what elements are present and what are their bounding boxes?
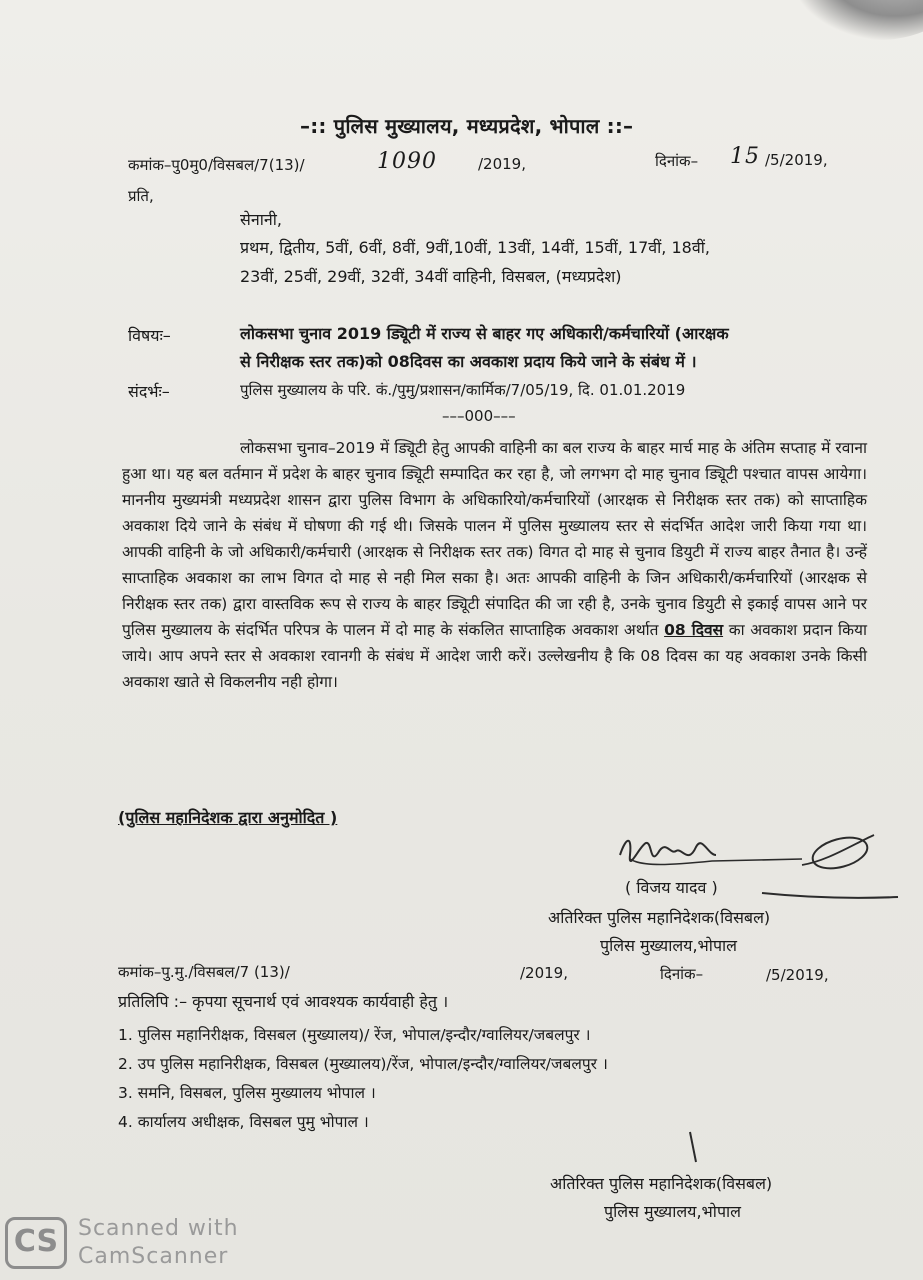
recipient-line-3: 23वीं, 25वीं, 29वीं, 32वीं, 34वीं वाहिनी, विसबल, (मध्यप्रदेश)	[240, 267, 622, 286]
copy-date-rest: /5/2019,	[766, 966, 829, 984]
copy-intro: प्रतिलिपि :– कृपया सूचनार्थ एवं आवश्यक कार्यवाही हेतु ।	[118, 992, 449, 1011]
reference-label: संदर्भः–	[128, 382, 170, 401]
reference-text: पुलिस मुख्यालय के परि. कं./पुमु/प्रशासन/कार्मिक/7/05/19, दि. 01.01.2019	[240, 381, 686, 399]
separator: –––000–––	[442, 407, 516, 425]
page-title: –:: पुलिस मुख्यालय, मध्यप्रदेश, भोपाल ::–	[300, 114, 634, 138]
camscanner-logo	[5, 1217, 67, 1269]
body-paragraph	[122, 435, 867, 695]
body-highlight-days: 08 दिवस	[664, 621, 724, 639]
signatory-name: ( विजय यादव )	[625, 878, 718, 897]
watermark-line-1: Scanned with	[78, 1216, 239, 1241]
date-label: दिनांक–	[655, 152, 699, 170]
copy-ref-prefix: कमांक–पु.मु./विसबल/7 (13)/	[118, 963, 290, 981]
subject-line-1: लोकसभा चुनाव 2019 ड्यिूटी में राज्य से बाहर गए अधिकारी/कर्मचारियों (आरक्षक	[240, 324, 729, 343]
signatory-designation: अतिरिक्त पुलिस महानिदेशक(विसबल)	[548, 908, 771, 927]
copy-list-item: 4. कार्यालय अधीक्षक, विसबल पुमु भोपाल ।	[118, 1113, 369, 1131]
ref-number-handwritten: 1090	[377, 149, 437, 174]
camscanner-logo-letters: CS	[13, 1224, 59, 1259]
ref-year: /2019,	[478, 155, 526, 173]
copy-list-item: 1. पुलिस महानिरीक्षक, विसबल (मुख्यालय)/ रेंज, भोपाल/इन्दौर/ग्वालियर/जबलपुर ।	[118, 1026, 591, 1044]
copy-list-item: 2. उप पुलिस महानिरीक्षक, विसबल (मुख्यालय)/रेंज, भोपाल/इन्दौर/ग्वालियर/जबलपुर ।	[118, 1055, 608, 1073]
ref-prefix: कमांक–पु0मु0/विसबल/7(13)/	[128, 156, 305, 174]
watermark-line-2: CamScanner	[78, 1244, 229, 1269]
copy-designation: अतिरिक्त पुलिस महानिदेशक(विसबल)	[550, 1174, 773, 1193]
body-text-part-1: लोकसभा चुनाव–2019 में ड्यिूटी हेतु आपकी वाहिनी का बल राज्य के बाहर मार्च माह के अंतिम सप्ताह में रवाना हुआ था। यह बल वर्तमान में प्रदेश के बाहर चुनाव ड्यिूटी सम्पादित कर रहा है, जो लगभग दो माह चुनाव ड्यिूटी पश्चात वापस आयेगा। माननीय मुख्यमंत्री मध्यप्रदेश शासन द्वारा पुलिस विभाग के अधिकारियो/कर्मचारियों (आरक्षक से निरीक्षक स्तर तक) को साप्ताहिक अवकाश दिये जाने के संबंध में घोषणा की गई थी। जिसके पालन में पुलिस मुख्यालय स्तर से संदर्भित आदेश जारी किया गया था। आपकी वाहिनी के जो अधिकारी/कर्मचारी (आरक्षक से निरीक्षक स्तर तक) विगत दो माह से चुनाव डियुटी में राज्य बाहर तैनात है। उन्हें साप्ताहिक अवकाश का लाभ विगत दो माह से नही मिल सका है। अतः आपकी वाहिनी के जिन अधिकारी/कर्मचारियों (आरक्षक से निरीक्षक स्तर तक) द्वारा वास्तविक रूप से राज्य के बाहर ड्यिूटी संपादित की जा रही है, उनके चुनाव डियुटी से इकाई वापस आने पर पुलिस मुख्यालय के संदर्भित परिपत्र के पालन में दो माह के संकलित साप्ताहिक अवकाश अर्थात	[122, 439, 867, 639]
recipient-line-1: सेनानी,	[240, 210, 282, 229]
copy-list-item: 3. समनि, विसबल, पुलिस मुख्यालय भोपाल ।	[118, 1084, 376, 1102]
approval-note: (पुलिस महानिदेशक द्वारा अनुमोदित )	[118, 808, 338, 827]
subject-label: विषयः–	[128, 326, 171, 345]
prati-label: प्रति,	[128, 187, 154, 205]
initial-mark	[684, 1130, 704, 1164]
date-day-handwritten: 15	[730, 144, 760, 169]
subject-line-2: से निरीक्षक स्तर तक)को 08दिवस का अवकाश प्रदाय किये जाने के संबंध में ।	[240, 352, 697, 371]
recipient-line-2: प्रथम, द्वितीय, 5वीं, 6वीं, 8वीं, 9वीं,10वीं, 13वीं, 14वीं, 15वीं, 17वीं, 18वीं,	[240, 238, 710, 257]
scan-corner-shadow	[793, 0, 923, 40]
date-rest: /5/2019,	[765, 151, 828, 169]
copy-ref-year: /2019,	[520, 964, 568, 982]
copy-date-label: दिनांक–	[660, 965, 704, 983]
body-text-part-2: का अवकाश प्रदान किया जाये। आप अपने स्तर से अवकाश रवानगी के संबंध में आदेश जारी करें। उल्लेखनीय है कि 08 दिवस का यह अवकाश उनके किसी अवकाश खाते से विकलनीय नही होगा।	[122, 621, 867, 691]
signatory-office: पुलिस मुख्यालय,भोपाल	[600, 936, 738, 955]
copy-office: पुलिस मुख्यालय,भोपाल	[604, 1202, 742, 1221]
